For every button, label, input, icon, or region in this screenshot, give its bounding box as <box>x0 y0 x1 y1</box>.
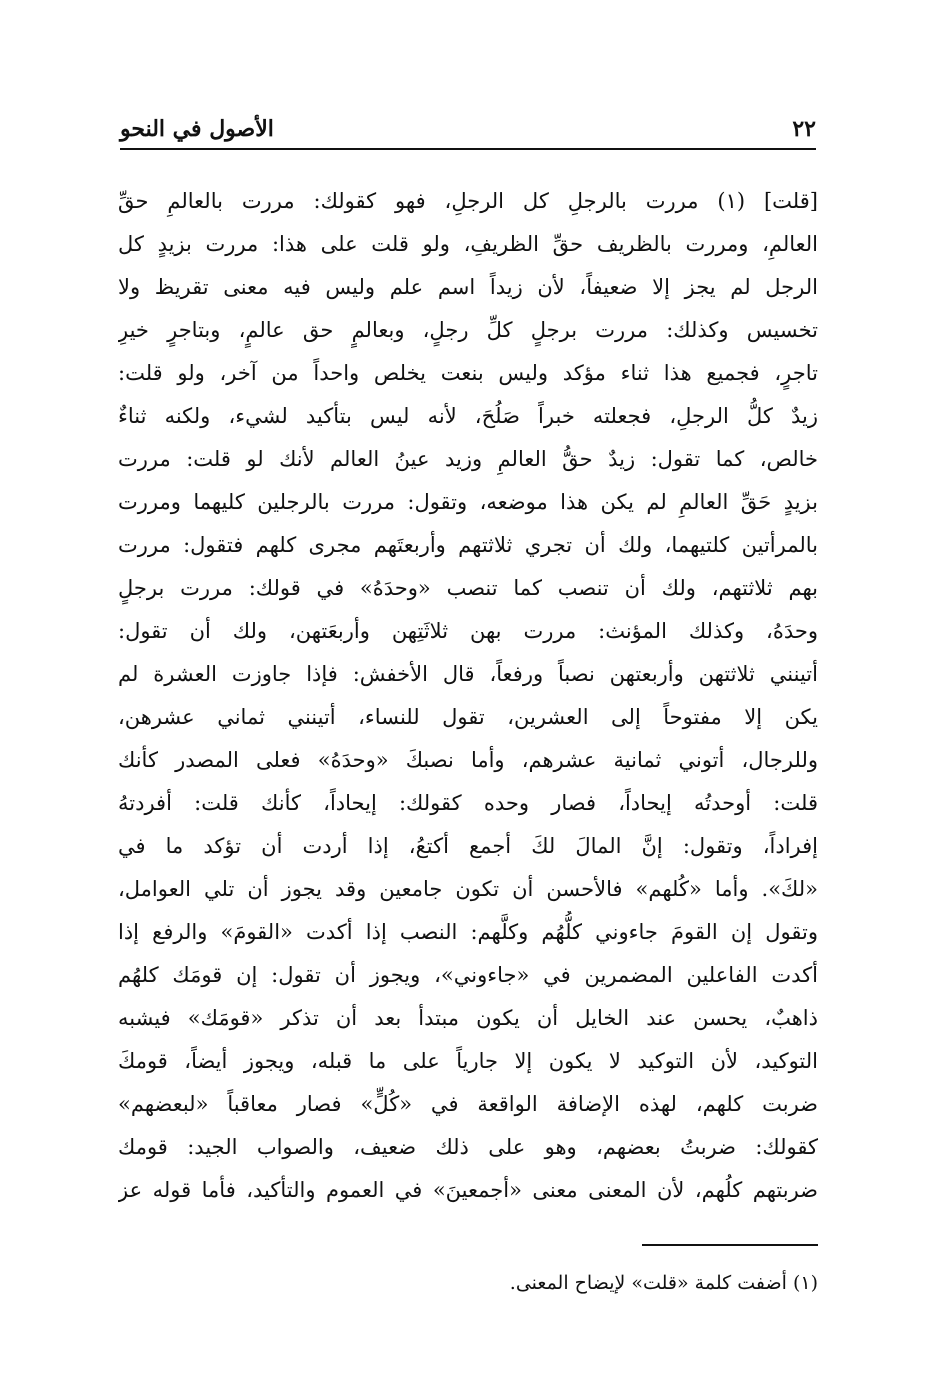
text-line: بهم ثلاثتهم، ولك أن تنصب كما تنصب «وحدَهُ» في قولك: مررت برجلٍ <box>118 576 818 600</box>
text-line: أكدت الفاعلين المضمرين في «جاءوني»، ويجوز أن تقول: إن قومَك كلهُم <box>118 963 818 987</box>
book-title: الأصول في النحو <box>120 116 274 142</box>
text-line: التوكيد، لأن التوكيد لا يكون إلا جارياً على ما قبله، ويجوز أيضاً، قومكَ <box>118 1049 818 1073</box>
footnote: (١) أضفت كلمة «قلت» لإيضاح المعنى. <box>509 1272 818 1294</box>
text-line: ضربت كلهم، لهذه الإضافة الواقعة في «كُلٍّ» فصار معاقباً «لبعضهم» <box>118 1092 818 1116</box>
text-line: بالمرأتين كلتيهما، ولك أن تجري ثلاثتهم وأربعتَهم مجرى كلهم فتقول: مررت <box>118 533 818 557</box>
text-line: العالمِ، ومررت بالظريف حقِّ الظريفِ، ولو قلت على هذا: مررت بزيدٍ كل <box>118 232 818 256</box>
text-line: خالص، كما تقول: زيدٌ حقُّ العالمِ وزيد عينُ العالم لأنك لو قلت: مررت <box>118 447 818 471</box>
text-line: وحدَهُ، وكذلك المؤنث: مررت بهن ثلاثَتِهن وأربعَتهن، ولك أن تقول: <box>118 619 818 643</box>
text-line: قلت: أوحدتُه إيحاداً، فصار وحده كقولك: إيحاداً، كأنك قلت: أفردتهُ <box>118 791 818 815</box>
body-text <box>118 180 818 1212</box>
running-header <box>120 112 816 150</box>
text-line: يكن إلا مفتوحاً إلى العشرين، تقول للنساء، أتينني ثماني عشرهن، <box>118 705 818 729</box>
text-line: ذاهبٌ، يحسن عند الخايل أن يكون مبتدأ بعد أن تذكر «قومَك» فيشبه <box>118 1006 818 1030</box>
text-line: وتقول إن القومَ جاءوني كلُّهُم وكلَّهم: النصب إذا أكدت «القومَ» والرفع إذا <box>118 920 818 944</box>
text-line: كقولك: ضربتُ بعضهم، وهو على ذلك ضعيف، والصواب الجيد: قومك <box>118 1135 818 1159</box>
text-line: تخسيس وكذلك: مررت برجلٍ كلِّ رجلٍ، وبعالمٍ حق عالمٍ، وبتاجرٍ خيرِ <box>118 318 818 342</box>
text-line: «لكَ». وأما «كُلهم» فالأحسن أن تكون جامعين وقد يجوز أن تلي العوامل، <box>118 877 818 901</box>
text-line: الرجل لم يجز إلا ضعيفاً، لأن زيداً اسم علم وليس فيه معنى تقريظ ولا <box>118 275 818 299</box>
text-line: إفراداً، وتقول: إنَّ المالَ لكَ أجمع أكتعُ، إذا أردت أن تؤكد ما في <box>118 834 818 858</box>
text-line: زيدٌ كلُّ الرجلِ، فجعلته خبراً صَلُحَ، لأنه ليس بتأكيد لشيء، ولكنه ثناءٌ <box>118 404 818 428</box>
text-line: بزيدٍ حَقِّ العالمِ لم يكن هذا موضعه، وتقول: مررت بالرجلين كليهما ومررت <box>118 490 818 514</box>
text-line: [قلت] (١) مررت بالرجلِ كل الرجلِ، فهو كقولك: مررت بالعالمِ حقِّ <box>118 189 818 213</box>
text-line: وللرجال، أتوني ثمانية عشرهم، وأما نصبكَ «وحدَهُ» فعلى المصدر كأنك <box>118 748 818 772</box>
page-number: ٢٢ <box>792 116 816 142</box>
text-line: أتينني ثلاثتهن وأربعتهن نصباً ورفعاً، قال الأخفش: فإذا جاوزت العشرة لم <box>118 662 818 686</box>
text-line: ضربتهم كلُهم، لأن المعنى معنى «أجمعينَ» في العموم والتأكيد، فأما قوله عز <box>118 1178 818 1202</box>
text-line: تاجرٍ، فجميع هذا ثناء مؤكد وليس بنعت يخلص واحداً من آخر، ولو قلت: <box>118 361 818 385</box>
footnote-divider <box>642 1244 818 1246</box>
